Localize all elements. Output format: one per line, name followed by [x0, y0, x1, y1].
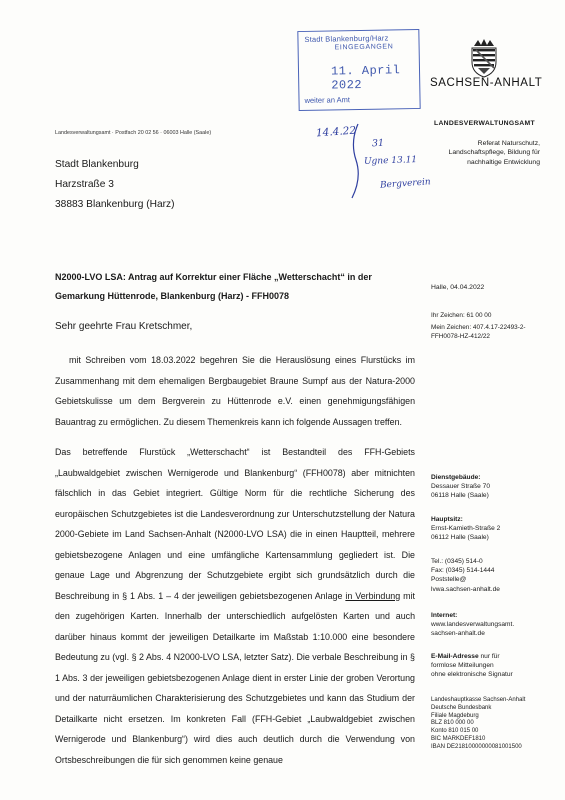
state-crest-icon: [468, 38, 500, 78]
my-reference: Mein Zeichen: 407.4.17-22493-2-FFH0078-HZ-412/22: [431, 324, 526, 340]
handwritten-date: 14.4.22: [315, 124, 357, 140]
recipient-address: [55, 155, 175, 215]
stamp-received-label: EINGEGANGEN: [334, 43, 394, 52]
headquarters-address: Hauptsitz: Ernst-Kamieth-Straße 2 06112 Halle (Saale): [431, 516, 501, 542]
sender-address-line: Landesverwaltungsamt · Postfach 20 02 56 · 06003 Halle (Saale): [55, 130, 212, 136]
letter-subject: N2000-LVO LSA: Antrag auf Korrektur einer Fläche „Wetterschacht“ in der Gemarkung Hüttenrode, Blankenburg (Harz) - FFH0078: [55, 272, 372, 301]
recipient-name: Stadt Blankenburg: [55, 159, 139, 170]
stamp-date: 11. April 2022: [330, 63, 401, 93]
bank-details: Landeshauptkasse Sachsen-Anhalt Deutsche Bundesbank Filiale Magdeburg BLZ 810 000 00 Konto 810 015 00 BIC MARKDEF1810 IBAN DE21810000000081001500: [431, 697, 526, 750]
email-info: E-Mail-Adresse nur für formlose Mitteilungen ohne elektronische Signatur: [431, 653, 513, 679]
received-stamp: [297, 29, 420, 111]
reference-numbers: [431, 311, 551, 341]
handwritten-note: 31: [371, 137, 385, 150]
letter-date: Halle, 04.04.2022: [431, 284, 485, 291]
department: Referat Naturschutz, Landschaftspflege, Bildung für nachhaltige Entwicklung: [448, 140, 540, 166]
recipient-city: 38883 Blankenburg (Harz): [55, 199, 175, 210]
state-logo-text: SACHSEN-ANHALT: [430, 77, 543, 89]
handwritten-note: Ugne 13.11: [363, 155, 418, 167]
office-address: Dienstgebäude: Dessauer Straße 70 06118 Halle (Saale): [431, 474, 491, 500]
recipient-street: Harzstraße 3: [55, 179, 114, 190]
internet-info: Internet: www.landesverwaltungsamt. sachsen-anhalt.de: [431, 612, 515, 638]
underlined-phrase: in Verbindung: [345, 590, 401, 601]
contact-info: Tel.: (0345) 514-0 Fax: (0345) 514-1444 Poststelle@ lvwa.sachsen-anhalt.de: [431, 558, 500, 593]
your-reference: Ihr Zeichen: 61 00 00: [431, 312, 492, 319]
stamp-forward-line: weiter an Amt: [304, 95, 351, 105]
paragraph: mit Schreiben vom 18.03.2022 begehren Sie die Herauslösung eines Flurstücks im Zusammenhang mit dem ehemaligen Bergbaugebiet Braune Sumpf aus der Natura-2000 Gebietskulisse um dem Bergverein zu Hüttenrode e.V. einen genehmigungsfähigen Bauantrag zu ermöglichen. Zu diesem Themenkreis kann ich folgende Aussagen treffen.: [55, 355, 415, 427]
salutation: Sehr geehrte Frau Kretschmer,: [55, 321, 193, 332]
stamp-city: Stadt Blankenburg/Harz: [304, 33, 389, 44]
agency-name: LANDESVERWALTUNGSAMT: [434, 120, 535, 127]
handwritten-note: Bergverein: [379, 177, 432, 191]
paragraph: Das betreffende Flurstück „Wetterschacht“ ist Bestandteil des FFH-Gebiets „Laubwaldgebiet zwischen Wernigerode und Blankenburg“ (FFH0078) aber mitnichten fälschlich in das Gebiet integriert. Gültige Norm für die rechtliche Sicherung des europäischen Schutzgebietes ist die Landesverordnung zur Unterschutzstellung der Natura 2000-Gebiete im Land Sachsen-Anhalt (N2000-LVO LSA) die in einen Hauptteil, mehrere gebietsbezogene Anlagen und eine umfängliche Kartensammlung gegliedert ist. Die genaue Lage und Abgrenzung der Schutzgebiete ergibt sich grundsätzlich durch die Beschreibung in § 1 Abs. 1 – 4 der jeweiligen gebietsbezogenen Anlage in Verbindung mit den zugehörigen Karten. Innerhalb der unterschiedlich aufgelösten Karten und auch darüber hinaus kommt der jeweiligen Detailkarte im Maßstab 1:10.000 eine besondere Bedeutung zu (vgl. § 2 Abs. 4 N2000-LVO LSA, letzter Satz). Die verbale Beschreibung in § 1 Abs. 3 der jeweiligen gebietsbezogenen Anlage dient in erster Linie der groben Verortung und der naturräumlichen Charakterisierung des Schutzgebietes und kann das Studium der Detailkarte nicht ersetzen. Im konkreten Fall (FFH-Gebiet „Laubwaldgebiet zwischen Wernigerode und Blankenburg“) wird dies auch deutlich durch die Verwendung von Ortsbeschreibungen die für sich genommen keine genaue: [55, 447, 415, 765]
